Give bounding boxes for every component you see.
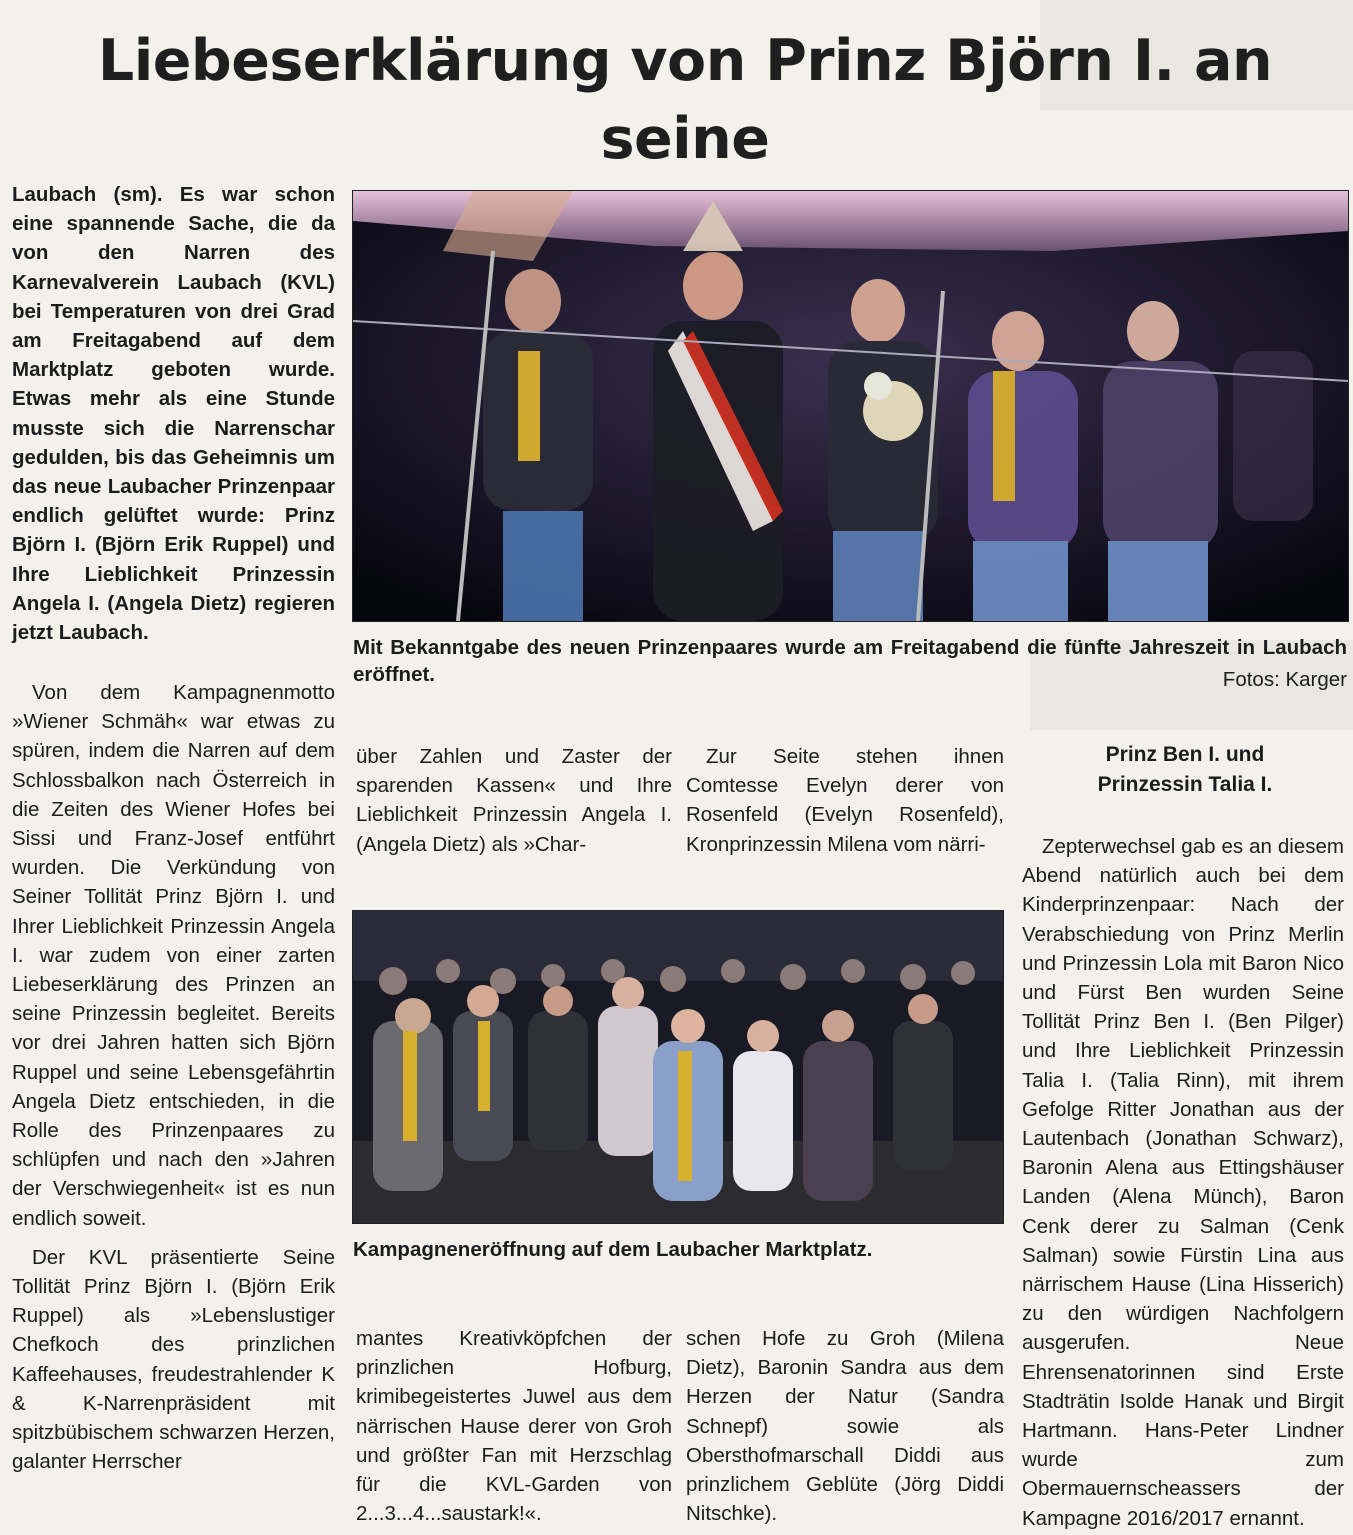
headline-line-1: Liebeserklärung von Prinz Björn I. an seine: [97, 28, 1273, 172]
photo-prince-couple-balcony: [352, 190, 1349, 622]
photo-1-caption: Mit Bekanntgabe des neuen Prinzenpaares wurde am Freitagabend die fünfte Jahreszeit in Laubach eröffnet.: [353, 636, 1347, 686]
column-2-top-text: über Zahlen und Zaster der sparenden Kassen« und Ihre Lieblichkeit Prinzessin Angela I. (Angela Dietz) als »Char-: [356, 745, 672, 856]
column-1-lead: [12, 180, 335, 647]
column-2-top: [356, 742, 672, 859]
column-3-bottom: [686, 1324, 1004, 1528]
photo-marketplace-crowd: [352, 910, 1004, 1224]
column-2-bottom-text: mantes Kreativköpfchen der prinzlichen Hofburg, krimibegeistertes Juwel aus dem närrischen Hause derer von Groh und größter Fan mit Herzschlag für die KVL-Garden von 2...3...4...saustark!«.: [356, 1327, 672, 1526]
column-3-top: [686, 742, 1004, 859]
sub-article-text: Zepterwechsel gab es an diesem Abend natürlich auch bei dem Kinderprinzenpaar: Nach der Verabschiedung von Prinz Merlin und Prinzessin Lola mit Baron Nico und Fürst Ben wurden Seine Tollität Prinz Ben I. (Ben Pilger) und Ihre Lieblichkeit Prinzessin Talia I. (Talia Rinn), mit ihrem Gefolge Ritter Jonathan aus der Lautenbach (Jonathan Schwarz), Baronin Alena aus Ettingshäuser Landen (Alena Münch), Baron Cenk derer zu Salman (Cenk Salman) sowie Fürstin Lina aus närrischem Hause (Lina Hisserich) zu den würdigen Nachfolgern ausgerufen. Neue Ehrensenatorinnen sind Erste Stadträtin Isolde Hanak und Birgit Hartmann. Hans-Peter Lindner wurde zum Obermauernscheassers der Kampagne 2016/2017 ernannt.: [1022, 835, 1344, 1530]
sub-article-heading: [1030, 740, 1340, 800]
column-3-bottom-text: schen Hofe zu Groh (Milena Dietz), Baronin Sandra aus dem Herzen der Natur (Sandra Schnepf) sowie als Obersthofmarschall Diddi aus prinzlichem Geblüte (Jörg Diddi Nitschke).: [686, 1327, 1004, 1526]
body-paragraph-2: Der KVL präsentierte Seine Tollität Prinz Björn I. (Björn Erik Ruppel) als »Lebenslustiger Chefkoch des prinzlichen Kaffeehauses, freudestrahlender K & K-Narrenpräsident mit spitzbübischem schwarzen Herzen, galanter Herrscher: [12, 1245, 335, 1474]
photo-credit: Fotos: Karger: [1222, 668, 1347, 691]
column-4-sub-article: [1022, 832, 1344, 1533]
lead-paragraph: Laubach (sm). Es war schon eine spannende Sache, die da von den Narren des Karnevalverein Laubach (KVL) bei Temperaturen von drei Grad am Freitagabend auf dem Marktplatz geboten wurde. Etwas mehr als eine Stunde musste sich die Narrenschar gedulden, bis das Geheimnis um das neue Laubacher Prinzenpaar endlich gelüftet wurde: Prinz Björn I. (Björn Erik Ruppel) und Ihre Lieblichkeit Prinzessin Angela I. (Angela Dietz) regieren jetzt Laubach.: [12, 183, 335, 645]
photo-crowd-illustration: [353, 911, 1003, 1223]
column-3-top-text: Zur Seite stehen ihnen Comtesse Evelyn derer von Rosenfeld (Evelyn Rosenfeld), Kronprinzessin Milena vom närri-: [686, 745, 1004, 856]
body-paragraph-1: Von dem Kampagnenmotto »Wiener Schmäh« war etwas zu spüren, indem die Narren auf dem Schlossbalkon nach Österreich in die Zeiten des Wiener Hofes bei Sissi und Franz-Josef entführt wurden. Die Verkündung von Seiner Tollität Prinz Björn I. und Ihrer Lieblichkeit Prinzessin Angela I. war zudem von einer zarten Liebeserklärung des Prinzen an seine Prinzessin begleitet. Bereits vor drei Jahren hatten sich Björn Ruppel und seine Lebensgefährtin Angela Dietz entschieden, in die Rolle des Prinzenpaares zu schlüpfen und nach den »Jahren der Verschwiegenheit« ist es nun endlich soweit.: [12, 681, 335, 1230]
sub-article-heading-line-1: Prinz Ben I. und: [1105, 743, 1265, 766]
column-2-bottom: [356, 1324, 672, 1528]
photo-prince-couple-illustration: [353, 191, 1348, 621]
column-1-body: [12, 678, 335, 1476]
sub-article-heading-line-2: Prinzessin Talia I.: [1097, 773, 1273, 796]
photo-2-caption: Kampagneneröffnung auf dem Laubacher Marktplatz.: [353, 1238, 873, 1261]
